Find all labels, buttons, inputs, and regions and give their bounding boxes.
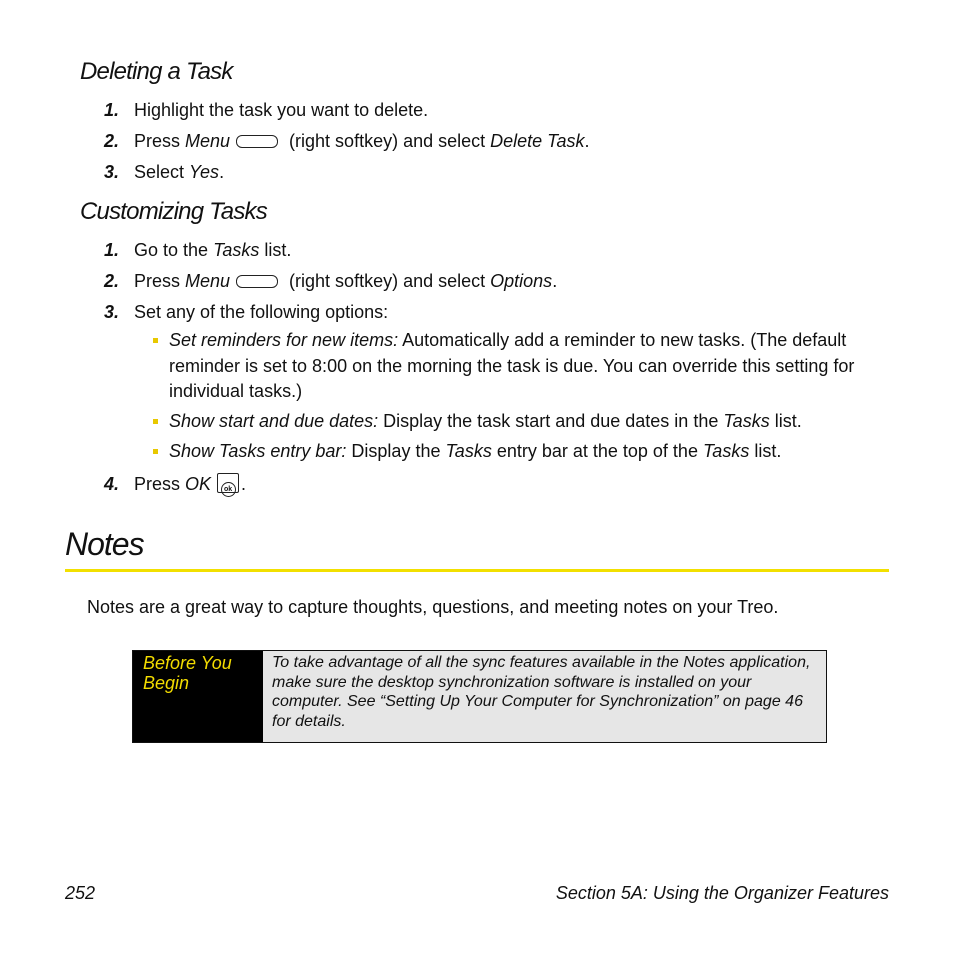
option-set-reminders xyxy=(153,328,888,405)
option-show-entry-bar xyxy=(153,439,888,465)
step-number: 3. xyxy=(104,162,120,182)
tasks-list-name: Tasks xyxy=(445,441,492,461)
option-label: Show Tasks entry bar: xyxy=(169,441,347,461)
page-number: 252 xyxy=(65,883,96,903)
step-text: . xyxy=(219,162,225,182)
step-text: Set any of the following options: xyxy=(134,302,389,322)
step-text: Press xyxy=(134,131,186,151)
ok-key-label: OK xyxy=(185,474,212,494)
step-number: 2. xyxy=(104,131,120,151)
tasks-list-name: Tasks xyxy=(723,411,770,431)
options-option: Options xyxy=(490,271,553,291)
option-description: Display the xyxy=(346,441,446,461)
ok-icon-label: ok xyxy=(221,482,236,497)
customizing-step-3 xyxy=(104,301,388,323)
step-text: . xyxy=(241,474,247,494)
section-footer: Section 5A: Using the Organizer Features xyxy=(555,883,889,903)
before-you-begin-box xyxy=(132,650,827,743)
option-description: Display the task start and due dates in the xyxy=(378,411,724,431)
option-label: Set reminders for new items: xyxy=(169,330,399,350)
step-text: Highlight the task you want to delete. xyxy=(134,100,429,120)
deleting-step-1 xyxy=(104,99,428,121)
step-number: 4. xyxy=(104,474,120,494)
option-show-start-due xyxy=(153,409,888,435)
before-you-begin-text: To take advantage of all the sync features available in the Notes application, make sure the desktop synchronization software is installed on your computer. See “Setting Up Your Computer for Synchronization” on page 46 for details. xyxy=(263,651,826,742)
before-you-begin-label: Before You Begin xyxy=(133,651,263,742)
ok-button-icon xyxy=(217,473,239,493)
notes-section-title: Notes xyxy=(65,526,144,562)
step-text: Go to the xyxy=(134,240,214,260)
step-number: 1. xyxy=(104,100,120,120)
menu-key-label: Menu xyxy=(185,271,231,291)
yellow-square-bullet-icon xyxy=(153,338,158,343)
option-description: list. xyxy=(769,411,802,431)
customizing-step-2 xyxy=(104,270,557,292)
customizing-step-1 xyxy=(104,239,291,261)
option-description: Automatically add a reminder to new tasks. (The default reminder is set to 8:00 on the morning the task is due. You can override this setting for individual tasks.) xyxy=(169,330,855,401)
tasks-list-name: Tasks xyxy=(213,240,260,260)
menu-key-label: Menu xyxy=(185,131,231,151)
tasks-list-name: Tasks xyxy=(702,441,750,461)
step-text: list. xyxy=(259,240,292,260)
step-text: Press xyxy=(134,271,186,291)
customizing-tasks-heading: Customizing Tasks xyxy=(80,198,267,225)
option-description: entry bar at the top of the xyxy=(491,441,703,461)
deleting-step-2 xyxy=(104,130,590,152)
section-divider xyxy=(65,569,889,572)
menu-softkey-icon xyxy=(236,135,278,148)
menu-softkey-icon xyxy=(236,275,278,288)
step-number: 3. xyxy=(104,302,120,322)
yes-option: Yes xyxy=(189,162,220,182)
step-text: Press xyxy=(134,474,186,494)
yellow-square-bullet-icon xyxy=(153,449,158,454)
step-text: . xyxy=(552,271,558,291)
yellow-square-bullet-icon xyxy=(153,419,158,424)
step-text: Select xyxy=(134,162,190,182)
step-text: . xyxy=(584,131,590,151)
customizing-step-4 xyxy=(104,473,246,495)
step-text: (right softkey) and select xyxy=(284,131,491,151)
step-number: 1. xyxy=(104,240,120,260)
option-label: Show start and due dates: xyxy=(169,411,379,431)
step-number: 2. xyxy=(104,271,120,291)
delete-task-option: Delete Task xyxy=(490,131,585,151)
deleting-step-3 xyxy=(104,161,224,183)
notes-intro: Notes are a great way to capture thoughts, questions, and meeting notes on your Treo. xyxy=(87,597,779,617)
option-description: list. xyxy=(749,441,782,461)
step-text: (right softkey) and select xyxy=(284,271,491,291)
deleting-task-heading: Deleting a Task xyxy=(80,58,233,85)
